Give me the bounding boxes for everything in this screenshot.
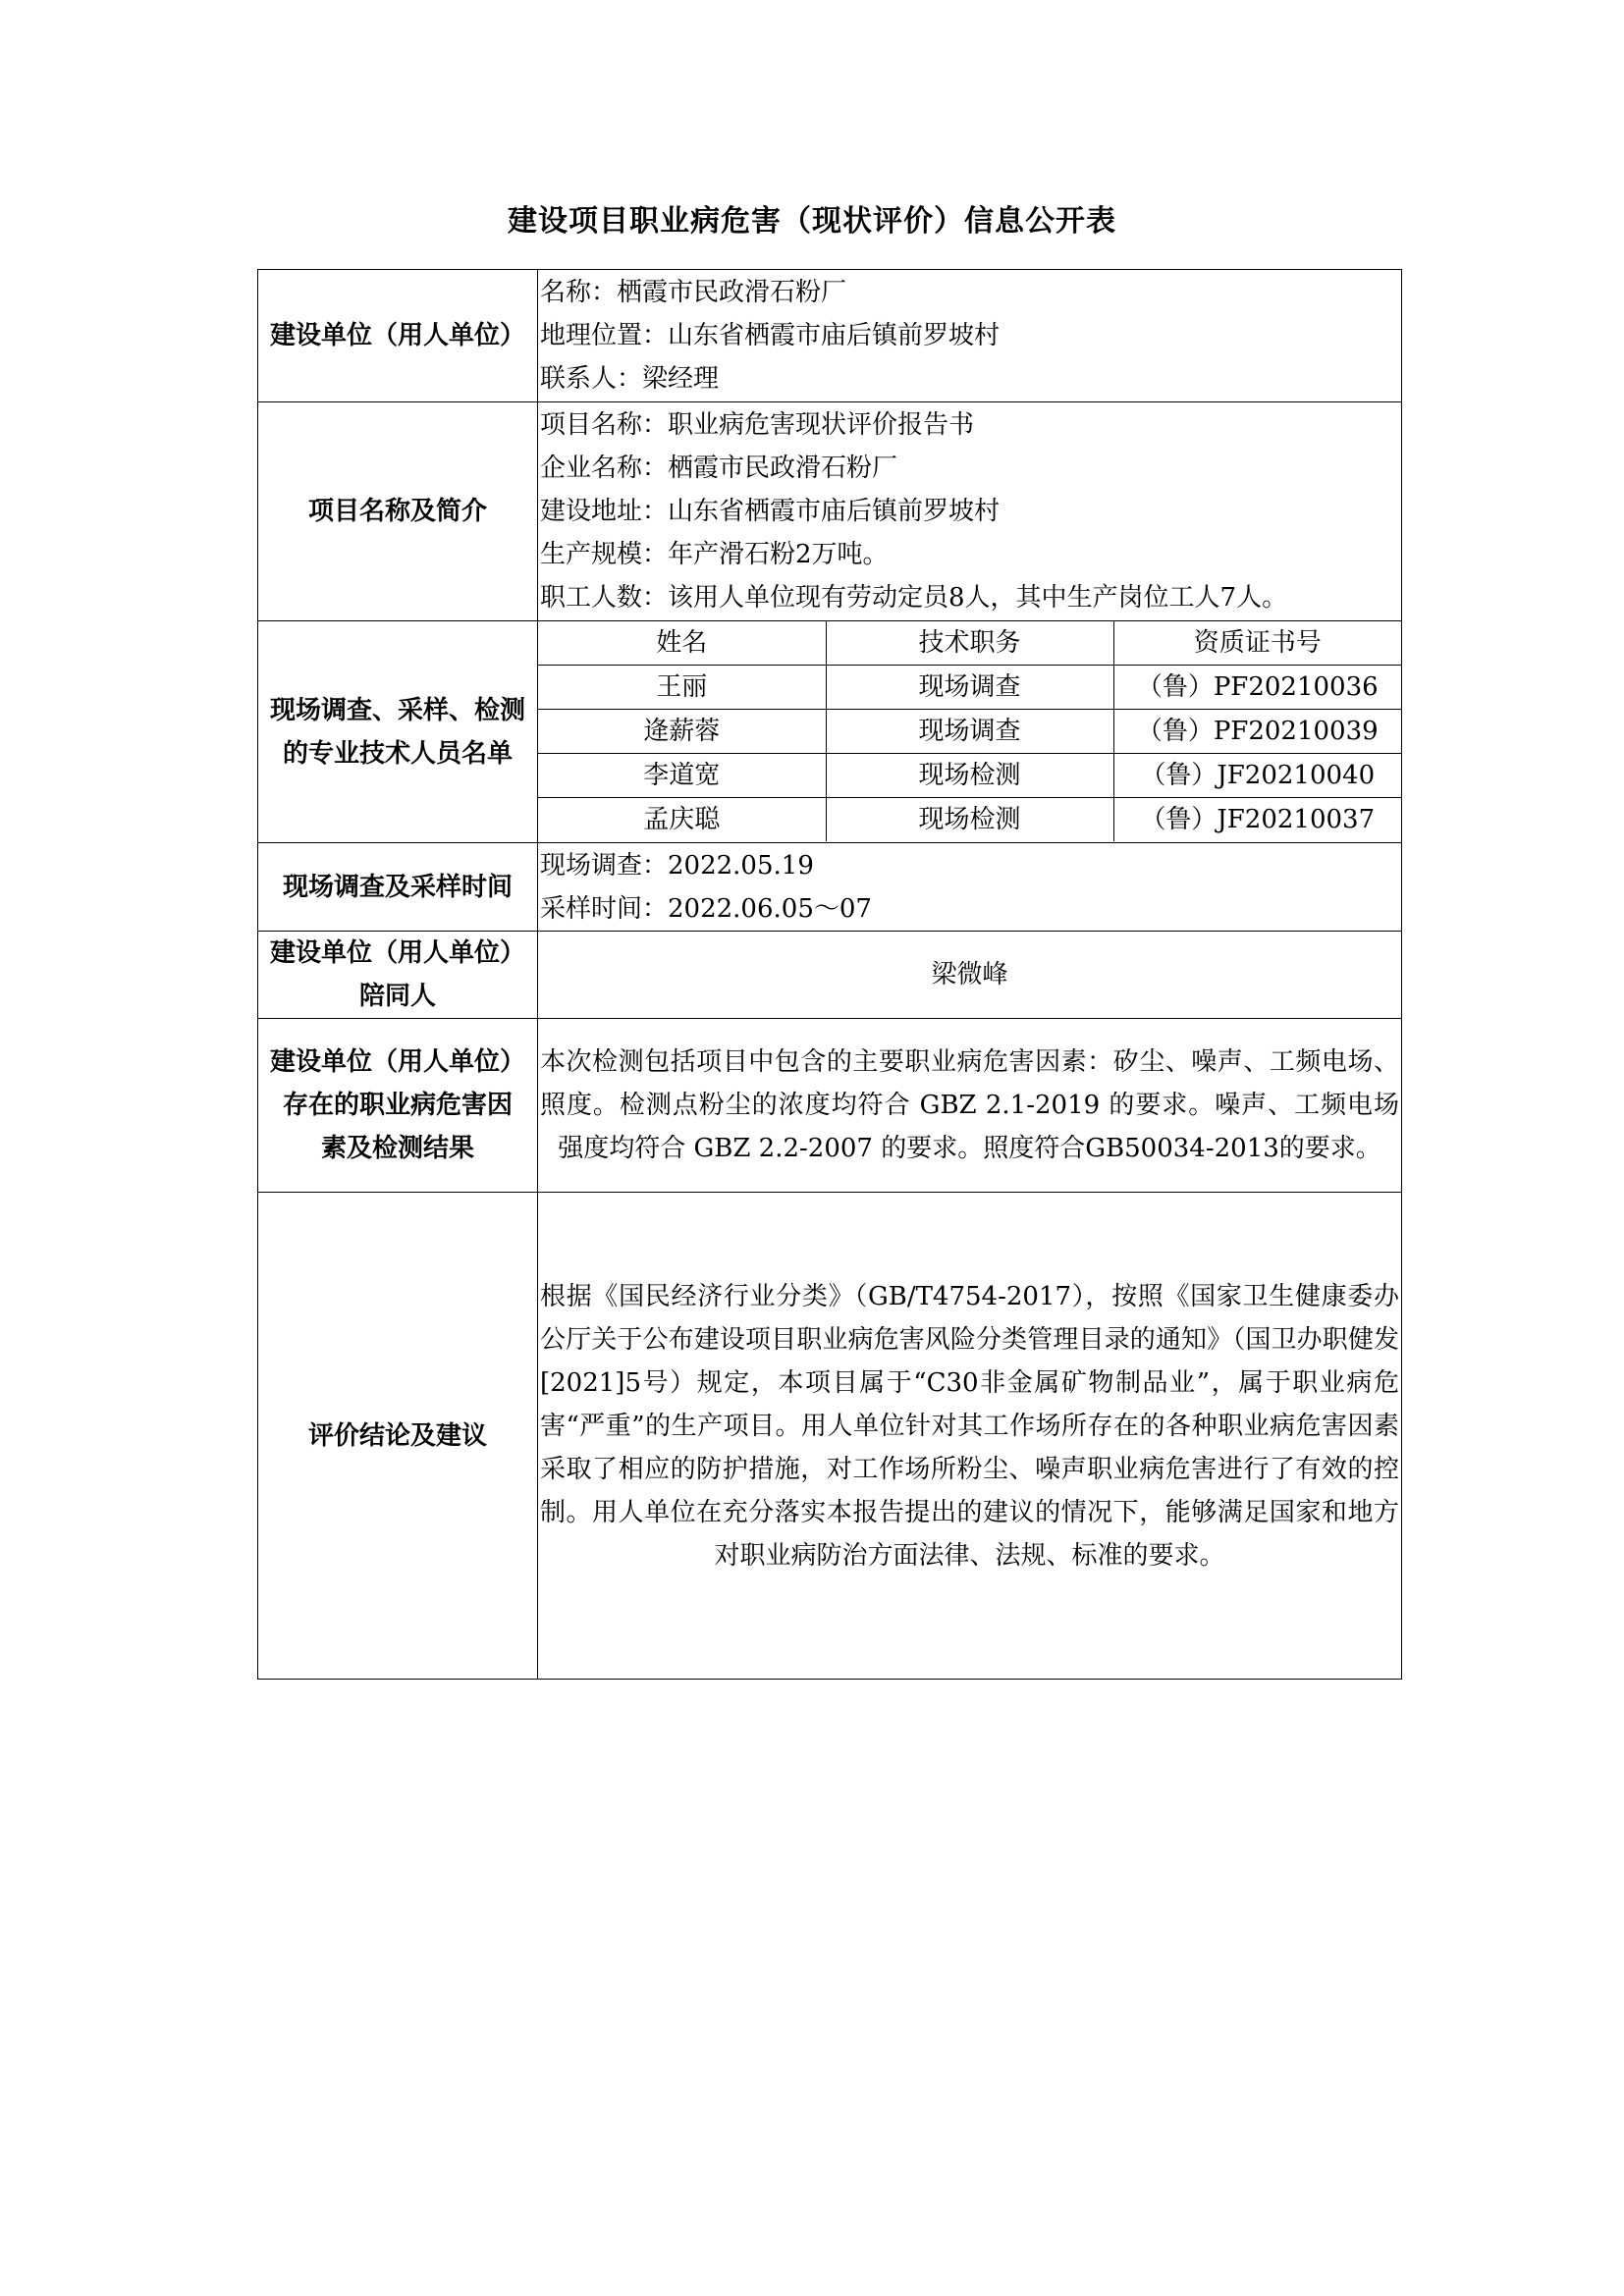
project-staff-count: 职工人数：该用人单位现有劳动定员8人，其中生产岗位工人7人。 [540, 583, 1288, 613]
project-label: 项目名称及简介 [258, 402, 538, 621]
staff-header-cert: 资质证书号 [1113, 621, 1401, 666]
row-escort [258, 932, 1402, 1019]
info-table [257, 269, 1402, 1680]
conclusion-label: 评价结论及建议 [258, 1193, 538, 1680]
escort-label [258, 932, 538, 1019]
table-row [538, 798, 1401, 842]
hazards-content [538, 1019, 1402, 1193]
staff-cert: （鲁）JF20210040 [1113, 754, 1401, 798]
staff-name: 王丽 [538, 666, 826, 710]
hazards-label-line1: 建设单位（用人单位） [269, 1047, 525, 1077]
unit-content [538, 270, 1402, 402]
staff-header-title: 技术职务 [826, 621, 1113, 666]
row-survey-time [258, 843, 1402, 932]
project-address: 建设地址：山东省栖霞市庙后镇前罗坡村 [540, 497, 1001, 526]
staff-header-name: 姓名 [538, 621, 826, 666]
hazards-label-line2: 存在的职业病危害因 [282, 1091, 513, 1120]
conclusion-text: 根据《国民经济行业分类》（GB/T4754-2017），按照《国家卫生健康委办公厅关于公布建设项目职业病危害风险分类管理目录的通知》（国卫办职健发[2021]5号）规定，本项目属于“C30非金属矿物制品业”，属于职业病危害“严重”的生产项目。用人单位针对其工作场所存在的各种职业病危害因素采取了相应的防护措施，对工作场所粉尘、噪声职业病危害进行了有效的控制。用人单位在充分落实本报告提出的建议的情况下，能够满足国家和地方对职业病防治方面法律、法规、标准的要求。 [540, 1281, 1399, 1571]
staff-name: 逄薪蓉 [538, 710, 826, 754]
staff-label-line2: 的专业技术人员名单 [282, 738, 513, 769]
row-unit [258, 270, 1402, 402]
escort-name: 梁微峰 [538, 932, 1402, 1019]
staff-label [258, 621, 538, 843]
staff-header-row [538, 621, 1401, 666]
project-company: 企业名称：栖霞市民政滑石粉厂 [540, 454, 898, 483]
staff-cert: （鲁）PF20210039 [1113, 710, 1401, 754]
project-name: 项目名称：职业病危害现状评价报告书 [540, 410, 975, 440]
row-conclusion [258, 1193, 1402, 1680]
hazards-label [258, 1019, 538, 1193]
staff-table [538, 621, 1401, 841]
escort-label-line1: 建设单位（用人单位） [269, 938, 525, 968]
staff-label-line1: 现场调查、采样、检测 [269, 695, 525, 725]
staff-name: 孟庆聪 [538, 798, 826, 842]
survey-time-content [538, 843, 1402, 932]
survey-date: 现场调查：2022.05.19 [540, 850, 814, 881]
staff-cert: （鲁）PF20210036 [1113, 666, 1401, 710]
row-staff [258, 621, 1402, 843]
survey-time-label: 现场调查及采样时间 [258, 843, 538, 932]
table-row [538, 666, 1401, 710]
hazards-label-line3: 素及检测结果 [320, 1134, 474, 1163]
hazards-text: 本次检测包括项目中包含的主要职业病危害因素：矽尘、噪声、工频电场、照度。检测点粉尘的浓度均符合 GBZ 2.1-2019 的要求。噪声、工频电场强度均符合 GBZ 2.2-2007 的要求。照度符合GB50034-2013的要求。 [540, 1047, 1399, 1163]
staff-title: 现场检测 [826, 798, 1113, 842]
escort-label-line2: 陪同人 [358, 982, 436, 1011]
sampling-date: 采样时间：2022.06.05～07 [540, 893, 872, 924]
staff-title: 现场检测 [826, 754, 1113, 798]
table-row [538, 754, 1401, 798]
unit-name: 名称：栖霞市民政滑石粉厂 [540, 278, 847, 307]
staff-cert: （鲁）JF20210037 [1113, 798, 1401, 842]
staff-title: 现场调查 [826, 710, 1113, 754]
project-content [538, 402, 1402, 621]
unit-location: 地理位置：山东省栖霞市庙后镇前罗坡村 [540, 321, 1001, 350]
staff-title: 现场调查 [826, 666, 1113, 710]
unit-label: 建设单位（用人单位） [258, 270, 538, 402]
row-project [258, 402, 1402, 621]
unit-contact: 联系人：梁经理 [540, 364, 720, 394]
conclusion-content [538, 1193, 1402, 1680]
staff-content [538, 621, 1402, 843]
staff-name: 李道宽 [538, 754, 826, 798]
row-hazards [258, 1019, 1402, 1193]
page-title: 建设项目职业病危害（现状评价）信息公开表 [508, 204, 1116, 239]
table-row [538, 710, 1401, 754]
project-scale: 生产规模：年产滑石粉2万吨。 [540, 540, 889, 569]
